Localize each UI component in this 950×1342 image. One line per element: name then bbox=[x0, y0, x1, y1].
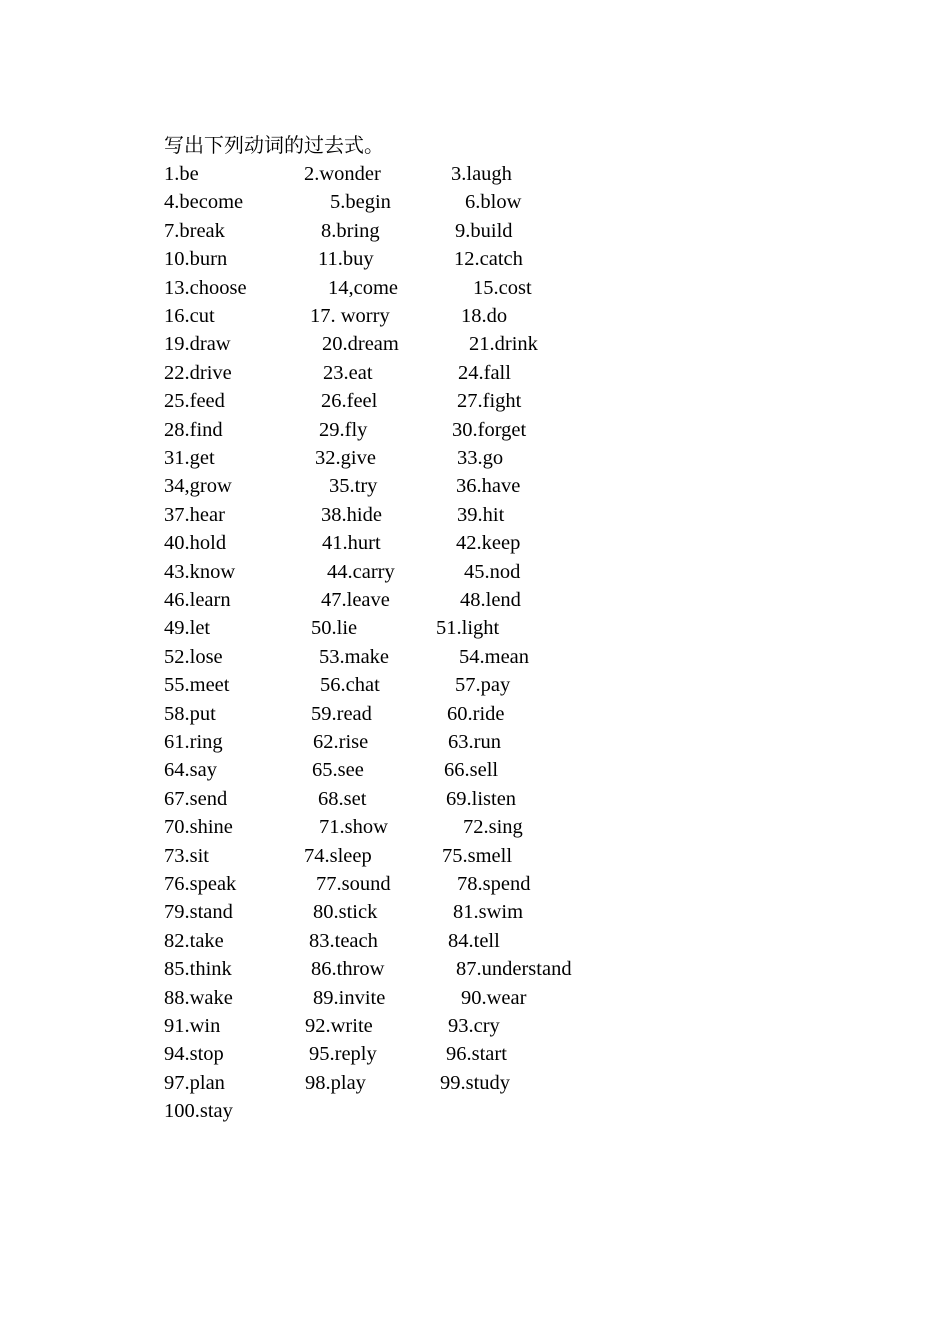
verb-item: 96.start bbox=[446, 1043, 507, 1066]
verb-row bbox=[0, 756, 950, 784]
verb-row bbox=[0, 558, 950, 586]
verb-item: 77.sound bbox=[316, 873, 391, 895]
verb-item: 87.understand bbox=[456, 958, 572, 981]
verb-row bbox=[0, 274, 950, 302]
verb-row bbox=[0, 444, 950, 472]
verb-row bbox=[0, 529, 950, 557]
verb-item: 73.sit bbox=[164, 844, 209, 867]
verb-item: 25.feed bbox=[164, 390, 225, 413]
verb-item: 31.get bbox=[164, 447, 215, 469]
verb-row bbox=[0, 728, 950, 756]
verb-item: 13.choose bbox=[164, 276, 247, 299]
verb-item: 2.wonder bbox=[304, 163, 381, 185]
verb-item: 84.tell bbox=[448, 929, 500, 952]
verb-item: 99.study bbox=[440, 1071, 511, 1094]
verb-item: 47.leave bbox=[321, 589, 390, 611]
verb-row bbox=[0, 416, 950, 444]
verb-row bbox=[0, 614, 950, 642]
verb-row bbox=[0, 217, 950, 245]
verb-row bbox=[0, 330, 950, 358]
verb-item: 85.think bbox=[164, 958, 232, 981]
verb-item: 92.write bbox=[305, 1015, 373, 1037]
verb-item: 95.reply bbox=[309, 1043, 377, 1066]
verb-item: 62.rise bbox=[313, 731, 369, 753]
verb-row bbox=[0, 927, 950, 955]
verb-item: 59.read bbox=[311, 702, 372, 725]
verb-row bbox=[0, 1040, 950, 1068]
verb-row bbox=[0, 472, 950, 500]
verb-item: 69.listen bbox=[446, 787, 517, 810]
verb-item: 35.try bbox=[329, 475, 378, 498]
verb-item: 58.put bbox=[164, 702, 216, 725]
verb-item: 97.plan bbox=[164, 1071, 225, 1094]
verb-item: 21.drink bbox=[469, 333, 538, 356]
verb-item: 49.let bbox=[164, 617, 211, 640]
verb-item: 33.go bbox=[457, 447, 504, 469]
verb-item: 75.smell bbox=[442, 844, 513, 867]
verb-row bbox=[0, 160, 950, 188]
verb-item: 43.know bbox=[164, 560, 236, 583]
verb-item: 1.be bbox=[164, 163, 199, 185]
verb-item: 74.sleep bbox=[304, 844, 372, 867]
verb-row bbox=[0, 387, 950, 415]
verb-item: 28.find bbox=[164, 418, 223, 441]
verb-row bbox=[0, 643, 950, 671]
verb-item: 98.play bbox=[305, 1071, 366, 1094]
verb-item: 23.eat bbox=[323, 361, 373, 384]
verb-item: 16.cut bbox=[164, 305, 215, 327]
verb-item: 40.hold bbox=[164, 532, 227, 555]
verb-item: 7.break bbox=[164, 219, 225, 242]
verb-item: 70.shine bbox=[164, 816, 233, 839]
verb-row bbox=[0, 586, 950, 614]
verb-item: 46.learn bbox=[164, 589, 231, 611]
verb-item: 61.ring bbox=[164, 731, 223, 753]
verb-item: 45.nod bbox=[464, 560, 521, 583]
verb-item: 100.stay bbox=[164, 1100, 233, 1123]
verb-row bbox=[0, 302, 950, 330]
verb-item: 5.begin bbox=[330, 191, 391, 214]
verb-item: 91.win bbox=[164, 1015, 221, 1037]
verb-item: 34,grow bbox=[164, 475, 232, 498]
verb-row bbox=[0, 1012, 950, 1040]
verb-item: 90.wear bbox=[461, 986, 527, 1009]
verb-item: 60.ride bbox=[447, 702, 505, 725]
verb-item: 71.show bbox=[319, 816, 388, 839]
verb-item: 39.hit bbox=[457, 503, 505, 526]
verb-item: 30.forget bbox=[452, 418, 527, 441]
verb-row bbox=[0, 501, 950, 529]
verb-item: 68.set bbox=[318, 787, 367, 810]
verb-item: 14,come bbox=[328, 276, 399, 299]
verb-row bbox=[0, 188, 950, 216]
verb-row bbox=[0, 955, 950, 983]
verb-item: 37.hear bbox=[164, 503, 225, 526]
verb-item: 81.swim bbox=[453, 901, 524, 924]
verb-item: 10.burn bbox=[164, 248, 228, 271]
verb-row bbox=[0, 1069, 950, 1097]
verb-item: 54.mean bbox=[459, 645, 530, 668]
verb-row bbox=[0, 842, 950, 870]
verb-item: 8.bring bbox=[321, 219, 380, 242]
verb-item: 86.throw bbox=[311, 958, 385, 981]
verb-item: 93.cry bbox=[448, 1015, 500, 1037]
verb-item: 78.spend bbox=[457, 873, 531, 895]
verb-item: 24.fall bbox=[458, 361, 511, 384]
verb-item: 20.dream bbox=[322, 333, 399, 356]
verb-item: 4.become bbox=[164, 191, 244, 214]
verb-item: 72.sing bbox=[463, 816, 523, 839]
verb-item: 65.see bbox=[312, 759, 364, 782]
verb-item: 76.speak bbox=[164, 873, 237, 895]
verb-item: 66.sell bbox=[444, 759, 499, 782]
verb-item: 38.hide bbox=[321, 503, 382, 526]
verb-item: 55.meet bbox=[164, 674, 230, 697]
verb-item: 63.run bbox=[448, 731, 501, 753]
verb-row bbox=[0, 245, 950, 273]
verb-item: 18.do bbox=[461, 305, 508, 327]
verb-item: 9.build bbox=[455, 219, 513, 242]
verb-item: 94.stop bbox=[164, 1043, 224, 1066]
verb-item: 79.stand bbox=[164, 901, 233, 924]
verb-item: 32.give bbox=[315, 447, 376, 469]
verb-item: 11.buy bbox=[318, 248, 374, 271]
verb-row bbox=[0, 700, 950, 728]
verb-item: 57.pay bbox=[455, 674, 511, 697]
verb-row bbox=[0, 898, 950, 926]
verb-item: 27.fight bbox=[457, 390, 522, 413]
verb-item: 52.lose bbox=[164, 645, 223, 668]
verb-item: 67.send bbox=[164, 787, 228, 810]
verb-row bbox=[0, 671, 950, 699]
verb-item: 19.draw bbox=[164, 333, 231, 356]
verb-item: 44.carry bbox=[327, 560, 395, 583]
verb-item: 80.stick bbox=[313, 901, 378, 924]
verb-row bbox=[0, 870, 950, 898]
verb-item: 29.fly bbox=[319, 418, 368, 441]
verb-item: 15.cost bbox=[473, 276, 532, 299]
verb-item: 50.lie bbox=[311, 617, 358, 640]
verb-item: 88.wake bbox=[164, 986, 233, 1009]
verb-item: 53.make bbox=[319, 645, 390, 668]
verb-item: 36.have bbox=[456, 475, 521, 498]
exercise-title: 写出下列动词的过去式。 bbox=[164, 133, 384, 157]
verb-item: 42.keep bbox=[456, 532, 521, 555]
verb-item: 26.feel bbox=[321, 390, 378, 413]
verb-item: 83.teach bbox=[309, 929, 378, 952]
verb-item: 51.light bbox=[436, 617, 500, 640]
verb-row bbox=[0, 785, 950, 813]
verb-item: 22.drive bbox=[164, 361, 232, 384]
verb-item: 89.invite bbox=[313, 986, 386, 1009]
verb-item: 48.lend bbox=[460, 589, 521, 611]
verb-item: 41.hurt bbox=[322, 532, 381, 555]
verb-item: 3.laugh bbox=[451, 163, 512, 185]
verb-item: 12.catch bbox=[454, 248, 523, 271]
verb-item: 17. worry bbox=[310, 305, 390, 327]
verb-item: 82.take bbox=[164, 929, 224, 952]
verb-item: 64.say bbox=[164, 759, 217, 782]
verb-item: 6.blow bbox=[465, 191, 522, 214]
verb-row bbox=[0, 984, 950, 1012]
verb-row bbox=[0, 359, 950, 387]
verb-row bbox=[0, 1097, 950, 1125]
verb-row bbox=[0, 813, 950, 841]
verb-item: 56.chat bbox=[320, 674, 380, 697]
